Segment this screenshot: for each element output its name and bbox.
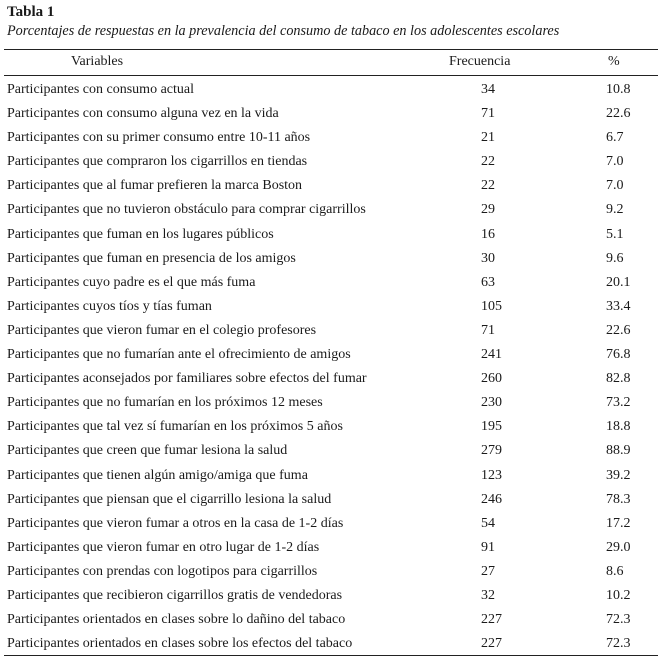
bottom-rule xyxy=(4,655,658,656)
cell-frequency: 246 xyxy=(481,491,502,507)
table-body xyxy=(0,80,661,658)
cell-percent: 7.0 xyxy=(606,154,624,170)
header-frequency: Frecuencia xyxy=(449,54,511,69)
cell-frequency: 241 xyxy=(481,347,502,363)
cell-variable: Participantes que fuman en presencia de los amigos xyxy=(7,250,296,266)
cell-variable: Participantes que fuman en los lugares públicos xyxy=(7,226,274,242)
cell-frequency: 54 xyxy=(481,515,495,531)
cell-frequency: 71 xyxy=(481,322,495,338)
cell-percent: 9.2 xyxy=(606,202,624,218)
cell-percent: 6.7 xyxy=(606,130,624,146)
cell-percent: 8.6 xyxy=(606,563,624,579)
cell-frequency: 32 xyxy=(481,587,495,603)
top-rule xyxy=(4,49,658,50)
cell-frequency: 16 xyxy=(481,226,495,242)
cell-variable: Participantes que piensan que el cigarrillo lesiona la salud xyxy=(7,491,332,507)
cell-percent: 82.8 xyxy=(606,371,631,387)
cell-variable: Participantes que no tuvieron obstáculo para comprar cigarrillos xyxy=(7,202,366,218)
cell-variable: Participantes cuyo padre es el que más fuma xyxy=(7,274,256,290)
table-row xyxy=(0,128,661,152)
cell-percent: 9.6 xyxy=(606,250,624,266)
table-row xyxy=(0,80,661,104)
table-row xyxy=(0,176,661,200)
cell-percent: 88.9 xyxy=(606,443,631,459)
cell-percent: 17.2 xyxy=(606,515,631,531)
table-row xyxy=(0,538,661,562)
table-row xyxy=(0,369,661,393)
cell-variable: Participantes que no fumarían en los próximos 12 meses xyxy=(7,395,323,411)
cell-percent: 72.3 xyxy=(606,636,631,652)
cell-frequency: 105 xyxy=(481,298,502,314)
table-row xyxy=(0,490,661,514)
cell-variable: Participantes orientados en clases sobre lo dañino del tabaco xyxy=(7,612,346,628)
cell-variable: Participantes que tienen algún amigo/amiga que fuma xyxy=(7,467,308,483)
cell-variable: Participantes aconsejados por familiares sobre efectos del fumar xyxy=(7,371,367,387)
table-row xyxy=(0,225,661,249)
cell-percent: 10.2 xyxy=(606,587,631,603)
table-row xyxy=(0,610,661,634)
cell-variable: Participantes que creen que fumar lesiona la salud xyxy=(7,443,288,459)
table-row xyxy=(0,586,661,610)
table-title: Tabla 1 xyxy=(7,4,55,20)
cell-frequency: 30 xyxy=(481,250,495,266)
table-row xyxy=(0,393,661,417)
cell-frequency: 29 xyxy=(481,202,495,218)
cell-percent: 22.6 xyxy=(606,322,631,338)
cell-variable: Participantes con su primer consumo entre 10-11 años xyxy=(7,130,311,146)
cell-frequency: 63 xyxy=(481,274,495,290)
table-subtitle: Porcentajes de respuestas en la prevalencia del consumo de tabaco en los adolescentes escolares xyxy=(7,23,560,39)
cell-percent: 20.1 xyxy=(606,274,631,290)
table-header-row xyxy=(0,53,661,71)
header-percent: % xyxy=(608,54,620,69)
cell-percent: 76.8 xyxy=(606,347,631,363)
cell-percent: 72.3 xyxy=(606,612,631,628)
table-row xyxy=(0,441,661,465)
table-row xyxy=(0,562,661,586)
cell-frequency: 71 xyxy=(481,106,495,122)
cell-frequency: 227 xyxy=(481,612,502,628)
cell-frequency: 195 xyxy=(481,419,502,435)
cell-frequency: 227 xyxy=(481,636,502,652)
table-row xyxy=(0,200,661,224)
cell-frequency: 91 xyxy=(481,539,495,555)
cell-frequency: 230 xyxy=(481,395,502,411)
table-row xyxy=(0,273,661,297)
cell-variable: Participantes que recibieron cigarrillos gratis de vendedoras xyxy=(7,587,343,603)
header-variables: Variables xyxy=(71,54,124,69)
cell-percent: 78.3 xyxy=(606,491,631,507)
cell-percent: 10.8 xyxy=(606,82,631,97)
cell-percent: 29.0 xyxy=(606,539,631,555)
cell-percent: 7.0 xyxy=(606,178,624,194)
table-row xyxy=(0,297,661,321)
table-row xyxy=(0,466,661,490)
cell-variable: Participantes que vieron fumar a otros en la casa de 1-2 días xyxy=(7,515,344,531)
table-row xyxy=(0,514,661,538)
cell-variable: Participantes que al fumar prefieren la marca Boston xyxy=(7,178,303,194)
cell-percent: 18.8 xyxy=(606,419,631,435)
cell-variable: Participantes que vieron fumar en otro lugar de 1-2 días xyxy=(7,539,320,555)
cell-variable: Participantes que tal vez sí fumarían en los próximos 5 años xyxy=(7,419,343,435)
cell-variable: Participantes que no fumarían ante el ofrecimiento de amigos xyxy=(7,347,351,363)
cell-percent: 5.1 xyxy=(606,226,624,242)
cell-frequency: 260 xyxy=(481,371,502,387)
header-rule xyxy=(4,75,658,76)
cell-variable: Participantes con prendas con logotipos para cigarrillos xyxy=(7,563,318,579)
cell-variable: Participantes con consumo alguna vez en la vida xyxy=(7,106,279,122)
table-row xyxy=(0,417,661,441)
table-row xyxy=(0,321,661,345)
cell-variable: Participantes con consumo actual xyxy=(7,82,194,97)
table-row xyxy=(0,152,661,176)
cell-percent: 33.4 xyxy=(606,298,631,314)
cell-variable: Participantes orientados en clases sobre los efectos del tabaco xyxy=(7,636,353,652)
cell-percent: 73.2 xyxy=(606,395,631,411)
cell-percent: 39.2 xyxy=(606,467,631,483)
cell-variable: Participantes que vieron fumar en el colegio profesores xyxy=(7,322,317,338)
cell-frequency: 22 xyxy=(481,178,495,194)
table-row xyxy=(0,345,661,369)
cell-frequency: 21 xyxy=(481,130,495,146)
cell-frequency: 22 xyxy=(481,154,495,170)
cell-frequency: 34 xyxy=(481,82,495,97)
table-row xyxy=(0,104,661,128)
table-row xyxy=(0,249,661,273)
cell-frequency: 279 xyxy=(481,443,502,459)
cell-variable: Participantes que compraron los cigarrillos en tiendas xyxy=(7,154,308,170)
cell-frequency: 27 xyxy=(481,563,495,579)
cell-frequency: 123 xyxy=(481,467,502,483)
cell-percent: 22.6 xyxy=(606,106,631,122)
cell-variable: Participantes cuyos tíos y tías fuman xyxy=(7,298,212,314)
